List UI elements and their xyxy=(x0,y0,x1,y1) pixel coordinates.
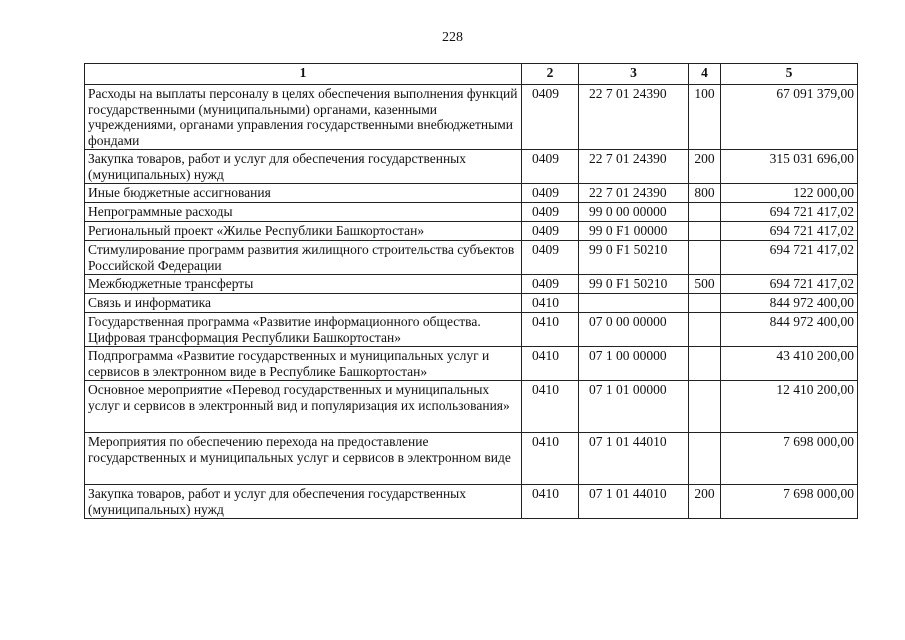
row-section: 0410 xyxy=(522,381,579,433)
row-name: Связь и информатика xyxy=(85,294,522,313)
table-row xyxy=(85,184,858,203)
row-amount: 694 721 417,02 xyxy=(721,222,858,241)
row-section: 0410 xyxy=(522,294,579,313)
table-row xyxy=(85,241,858,275)
row-name: Закупка товаров, работ и услуг для обеспечения государственных (муниципальных) нужд xyxy=(85,150,522,184)
row-section: 0409 xyxy=(522,85,579,150)
row-target-article: 22 7 01 24390 xyxy=(579,184,689,203)
row-section: 0409 xyxy=(522,222,579,241)
row-target-article: 99 0 F1 50210 xyxy=(579,241,689,275)
row-section: 0410 xyxy=(522,485,579,519)
row-target-article xyxy=(579,294,689,313)
row-name: Основное мероприятие «Перевод государственных и муниципальных услуг и сервисов в электронный вид и популяризация их использования» xyxy=(85,381,522,433)
row-name: Региональный проект «Жилье Республики Башкортостан» xyxy=(85,222,522,241)
row-target-article: 99 0 00 00000 xyxy=(579,203,689,222)
row-section: 0409 xyxy=(522,275,579,294)
table-row xyxy=(85,347,858,381)
row-name: Стимулирование программ развития жилищного строительства субъектов Российской Федерации xyxy=(85,241,522,275)
header-col-4: 4 xyxy=(689,64,721,85)
row-target-article: 22 7 01 24390 xyxy=(579,85,689,150)
row-name: Государственная программа «Развитие информационного общества. Цифровая трансформация Республики Башкортостан» xyxy=(85,313,522,347)
row-expense-type xyxy=(689,433,721,485)
row-expense-type xyxy=(689,381,721,433)
row-expense-type: 800 xyxy=(689,184,721,203)
row-amount: 7 698 000,00 xyxy=(721,433,858,485)
header-col-1: 1 xyxy=(85,64,522,85)
row-expense-type xyxy=(689,222,721,241)
table-row xyxy=(85,313,858,347)
row-expense-type xyxy=(689,203,721,222)
table-row xyxy=(85,150,858,184)
row-amount: 7 698 000,00 xyxy=(721,485,858,519)
row-name: Мероприятия по обеспечению перехода на предоставление государственных и муниципальных услуг и сервисов в электронном виде xyxy=(85,433,522,485)
row-target-article: 99 0 F1 50210 xyxy=(579,275,689,294)
table-row xyxy=(85,433,858,485)
row-expense-type xyxy=(689,347,721,381)
row-section: 0410 xyxy=(522,313,579,347)
table-row xyxy=(85,294,858,313)
header-col-2: 2 xyxy=(522,64,579,85)
row-name: Межбюджетные трансферты xyxy=(85,275,522,294)
table-row xyxy=(85,85,858,150)
table-row xyxy=(85,275,858,294)
table-row xyxy=(85,485,858,519)
row-name: Закупка товаров, работ и услуг для обеспечения государственных (муниципальных) нужд xyxy=(85,485,522,519)
table-row xyxy=(85,222,858,241)
table-row xyxy=(85,203,858,222)
row-section: 0409 xyxy=(522,203,579,222)
row-expense-type xyxy=(689,294,721,313)
row-amount: 67 091 379,00 xyxy=(721,85,858,150)
row-expense-type xyxy=(689,313,721,347)
header-col-3: 3 xyxy=(579,64,689,85)
row-target-article: 99 0 F1 00000 xyxy=(579,222,689,241)
row-expense-type: 500 xyxy=(689,275,721,294)
row-target-article: 07 1 00 00000 xyxy=(579,347,689,381)
row-amount: 694 721 417,02 xyxy=(721,203,858,222)
row-section: 0409 xyxy=(522,184,579,203)
row-amount: 694 721 417,02 xyxy=(721,241,858,275)
row-expense-type: 100 xyxy=(689,85,721,150)
row-expense-type: 200 xyxy=(689,150,721,184)
row-target-article: 07 1 01 44010 xyxy=(579,485,689,519)
row-amount: 122 000,00 xyxy=(721,184,858,203)
row-amount: 315 031 696,00 xyxy=(721,150,858,184)
row-expense-type xyxy=(689,241,721,275)
row-name: Расходы на выплаты персоналу в целях обеспечения выполнения функций государственными (муниципальными) органами, казенными учреждениями, органами управления государственными внебюджетными фондами xyxy=(85,85,522,150)
row-name: Подпрограмма «Развитие государственных и муниципальных услуг и сервисов в электронном виде в Республике Башкортостан» xyxy=(85,347,522,381)
row-amount: 43 410 200,00 xyxy=(721,347,858,381)
table-row xyxy=(85,381,858,433)
budget-table xyxy=(84,63,858,519)
row-amount: 694 721 417,02 xyxy=(721,275,858,294)
row-name: Иные бюджетные ассигнования xyxy=(85,184,522,203)
page-number: 228 xyxy=(442,30,463,45)
row-name: Непрограммные расходы xyxy=(85,203,522,222)
row-expense-type: 200 xyxy=(689,485,721,519)
row-section: 0410 xyxy=(522,347,579,381)
row-amount: 844 972 400,00 xyxy=(721,294,858,313)
row-amount: 12 410 200,00 xyxy=(721,381,858,433)
row-target-article: 07 0 00 00000 xyxy=(579,313,689,347)
row-target-article: 07 1 01 44010 xyxy=(579,433,689,485)
row-target-article: 22 7 01 24390 xyxy=(579,150,689,184)
row-target-article: 07 1 01 00000 xyxy=(579,381,689,433)
row-section: 0410 xyxy=(522,433,579,485)
row-section: 0409 xyxy=(522,150,579,184)
table-header-row xyxy=(85,64,858,85)
header-col-5: 5 xyxy=(721,64,858,85)
row-amount: 844 972 400,00 xyxy=(721,313,858,347)
row-section: 0409 xyxy=(522,241,579,275)
